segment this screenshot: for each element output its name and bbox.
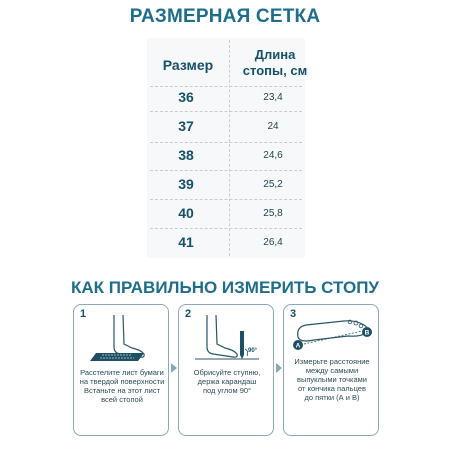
table-row-size: 40 (178, 205, 194, 221)
step-card-2 (178, 304, 274, 436)
step-text: Расстелите лист бумаги на твердой поверхности Встаньте на этот лист всей стопой (79, 368, 165, 404)
table-row-size: 36 (178, 89, 194, 105)
step-text: Измерьте расстояние между самыми выпуклыми точками от кончика пальцев до пятки (А и В) (294, 357, 370, 402)
table-row-length: 24,6 (263, 150, 283, 161)
table-row-length: 25,8 (263, 208, 283, 219)
page-title: РАЗМЕРНАЯ СЕТКА (129, 6, 321, 27)
point-a-label: A (295, 342, 301, 350)
step-card-3 (283, 304, 379, 436)
table-row-length: 23,4 (263, 92, 283, 103)
table-row-size: 38 (178, 147, 194, 163)
row-divider (150, 86, 302, 87)
row-divider (150, 199, 302, 200)
chevron-right-icon (171, 363, 177, 373)
step-number: 3 (290, 308, 297, 320)
instructions-heading: КАК ПРАВИЛЬНО ИЗМЕРИТЬ СТОПУ (70, 278, 380, 297)
chevron-right-icon (276, 363, 282, 373)
foot-on-paper-icon (74, 311, 170, 371)
header-size: Размер (162, 57, 214, 73)
table-row-length: 26,4 (263, 237, 283, 248)
foot-pencil-icon (179, 311, 275, 371)
table-row-length: 24 (267, 121, 279, 132)
row-divider (150, 142, 302, 143)
table-row-size: 37 (178, 118, 194, 134)
row-divider (150, 111, 302, 112)
table-row-size: 39 (178, 176, 194, 192)
column-divider (229, 40, 230, 256)
step-text: Обрисуйте ступню, держа карандаш под углом 90° (193, 368, 261, 395)
foot-measure-icon (284, 311, 380, 353)
row-divider (150, 228, 302, 229)
step-card-1 (73, 304, 169, 436)
step-number: 2 (185, 308, 192, 320)
step-number: 1 (80, 308, 87, 320)
row-divider (150, 170, 302, 171)
table-row-size: 41 (178, 234, 194, 250)
header-length-line2: стопы, см (242, 63, 308, 78)
header-length-line1: Длина (254, 47, 296, 62)
table-row-length: 25,2 (263, 179, 283, 190)
point-b-label: B (364, 329, 370, 337)
angle-label: 90° (248, 348, 258, 354)
header-length (235, 47, 315, 79)
